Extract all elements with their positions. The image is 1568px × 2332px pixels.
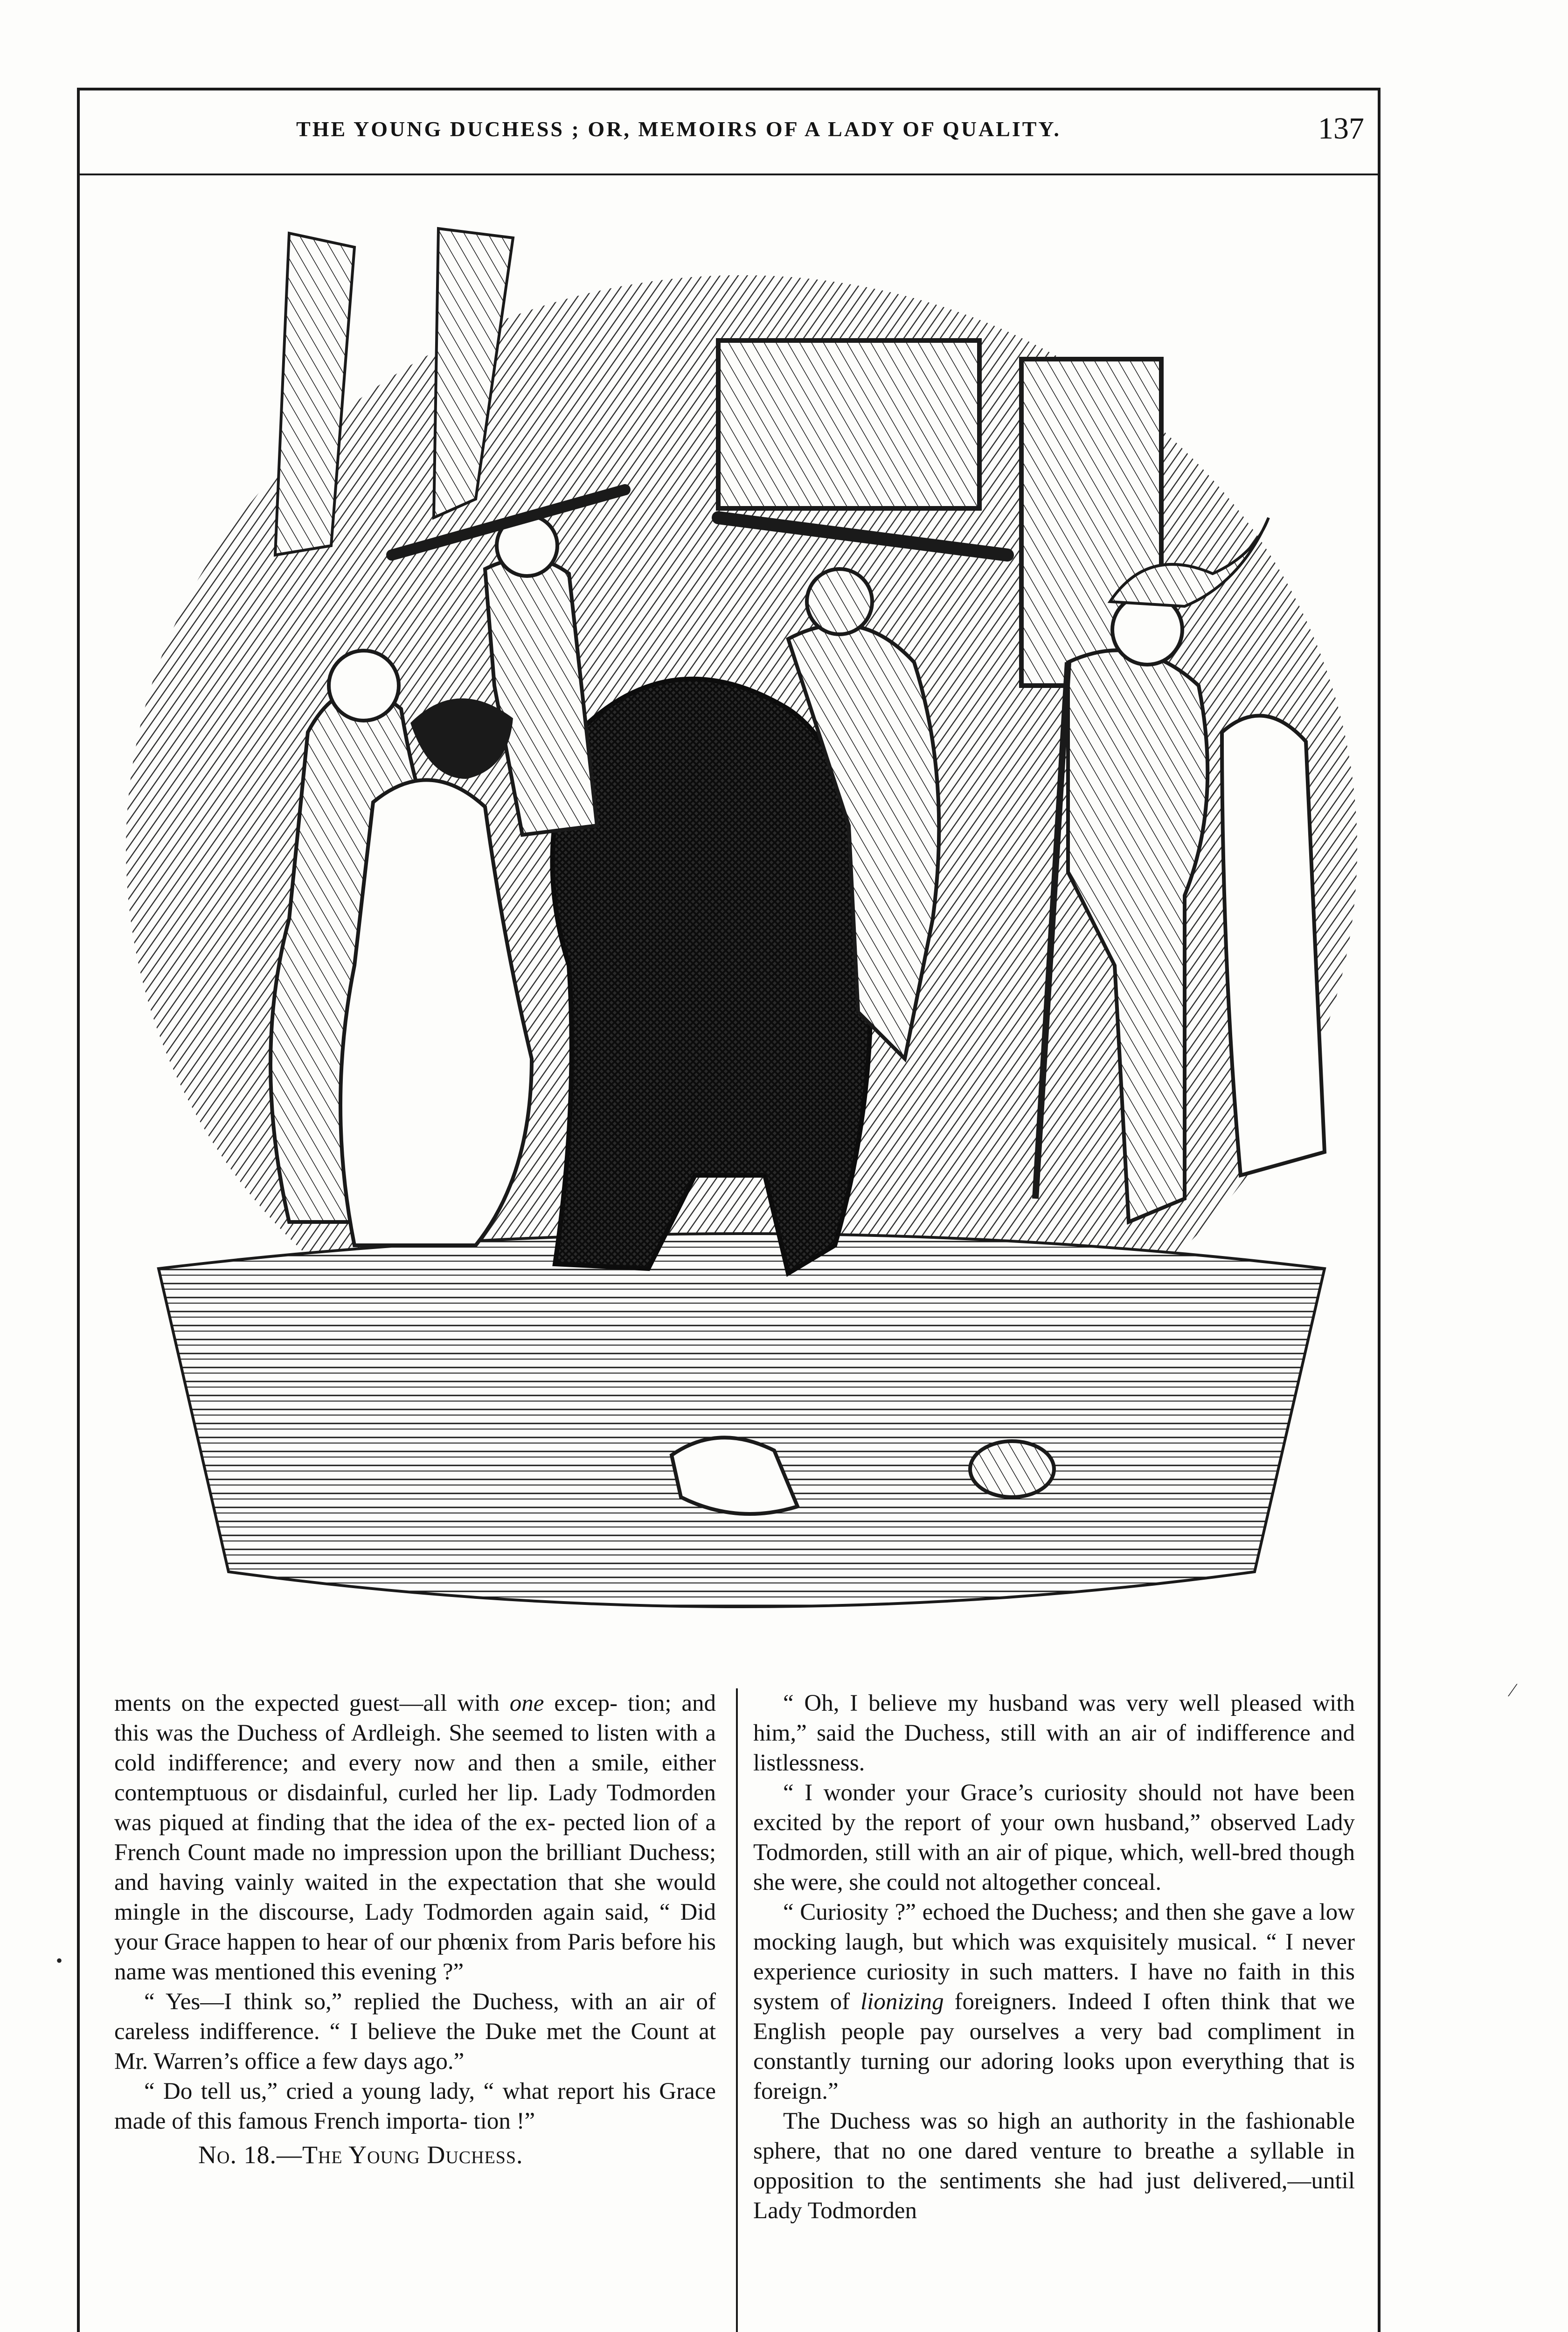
lady-figure-right xyxy=(1222,715,1325,1175)
wrestler-head xyxy=(807,569,872,634)
right-paragraph-3: “ Curiosity ?” echoed the Duchess; and then she gave a low mocking laugh, but which was exquisitely musical. “ I never experience curiosity in such matters. I have no faith in this system of lionizing foreigners. Indeed I often think that we English people pay ourselves a very bad compliment in constantly turning our adoring looks upon everything that is foreign.” xyxy=(753,1899,1355,2104)
header-rule xyxy=(77,174,1381,175)
right-paragraph-4: The Duchess was so high an authority in the fashionable sphere, that no one dared venture to breathe a syllable in opposition to the sentiments she had just delivered,—until Lady Todmorden xyxy=(753,2108,1355,2224)
running-title: THE YOUNG DUCHESS ; OR, MEMOIRS OF A LADY OF QUALITY. xyxy=(296,117,1061,141)
dropped-plumed-cap xyxy=(970,1441,1054,1497)
right-frame-rule xyxy=(1378,88,1381,2332)
lady-head-left xyxy=(329,651,399,721)
running-header xyxy=(82,93,1378,173)
right-paragraph-1: “ Oh, I believe my husband was very well pleased with him,” said the Duchess, still with an air of indifference and listlessness. xyxy=(753,1690,1355,1776)
left-paragraph-1: ments on the expected guest—all with one excep- tion; and this was the Duchess of Ardleigh. She seemed to listen with a cold indifference; and every now and then a smile, either contemptuous or disdainful, curled her lip. Lady Todmorden was piqued at finding that the idea of the ex- pected lion of a French Count made no impression upon the brilliant Duchess; and having vainly waited in the expectation that she would mingle in the discourse, Lady Todmorden again said, “ Did your Grace happen to hear of our phœnix from Paris before his name was mentioned this evening ?” xyxy=(114,1690,716,1985)
number-signature: No. 18.—The Young Duchess. xyxy=(198,2141,523,2169)
page-number: 137 xyxy=(1318,111,1364,146)
column-divider xyxy=(736,1688,738,2332)
wooden-floor xyxy=(159,1234,1325,1607)
engraving-illustration xyxy=(112,219,1371,1618)
top-rule xyxy=(77,88,1381,90)
stray-mark-left: • xyxy=(56,1950,63,1971)
left-column xyxy=(114,1688,716,2170)
left-frame-rule xyxy=(77,88,80,2332)
right-paragraph-2: “ I wonder your Grace’s curiosity should not have been excited by the report of your own husband,” observed Lady Todmorden, still with an air of pique, which, well-bred though she were, she could not altogether conceal. xyxy=(753,1780,1355,1895)
stray-mark-right: ⁄ xyxy=(1511,1680,1514,1700)
left-paragraph-3: “ Do tell us,” cried a young lady, “ what report his Grace made of this famous French importa- tion !” xyxy=(114,2078,716,2134)
right-column xyxy=(753,1688,1355,2226)
wall-painting xyxy=(718,340,979,508)
left-paragraph-2: “ Yes—I think so,” replied the Duchess, with an air of careless indifference. “ I believe the Duke met the Count at Mr. Warren’s office a few days ago.” xyxy=(114,1989,716,2075)
